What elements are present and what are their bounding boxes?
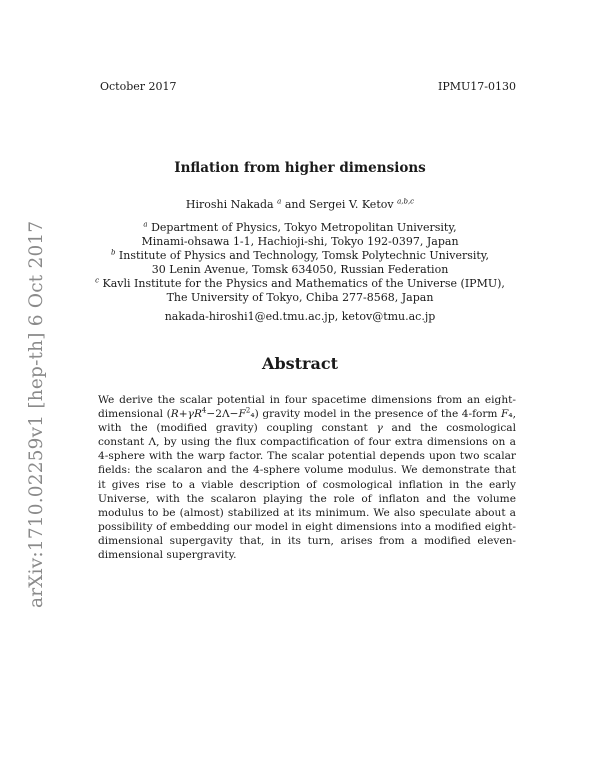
affiliation-line: The University of Tokyo, Chiba 277-8568, Japan [166, 291, 434, 304]
affiliation-line: 30 Lenin Avenue, Tomsk 634050, Russian Federation [151, 263, 449, 276]
affiliation-line: Minami-ohsawa 1-1, Hachioji-shi, Tokyo 192-0397, Japan [141, 235, 459, 248]
abstract-text: We derive the scalar potential in four spacetime dimensions from an eight-dimensional $(R+\gamma R^4-2\Lambda-F^2_4)$ gravity model in the presence of the 4-form F₄, with the (modified gravity) coupling constant γ and the cosmological constant Λ, by using the flux compactification of four extra dimensions on a 4-sphere with the warp factor. The scalar potential depends upon two scalar fields: the scalaron and the 4-sphere volume modulus. We demonstrate that it gives rise to a viable description of cosmological inflation in the early Universe, with the scalaron playing the role of inflaton and the volume modulus to be (almost) stabilized at its minimum. We also speculate about a possibility of embedding our model in eight dimensions into a modified eight-dimensional supergavity that, in its turn, arises from a modified eleven-dimensional supergravity. [98, 394, 517, 562]
lagrangian-formula: $(R+\gamma R^4-2\Lambda-F^2_4)$ [166, 406, 259, 421]
author-mark: a,b,c [397, 197, 415, 206]
author-joiner: and [284, 198, 306, 211]
affiliation-line: $^b$ Institute of Physics and Technology, Tomsk Polytechnic University, [110, 248, 490, 262]
author-emails[interactable]: nakada-hiroshi1@ed.tmu.ac.jp, ketov@tmu.ac.jp [164, 310, 436, 323]
arxiv-stamp[interactable]: arXiv:1710.02259v1 [hep-th] 6 Oct 2017 [26, 220, 47, 608]
affiliation-mark: c [95, 276, 99, 285]
author-name: Hiroshi Nakada [185, 198, 274, 211]
affiliation-mark: b [110, 248, 116, 257]
author-line [0, 198, 600, 211]
abstract-heading: Abstract [262, 354, 338, 373]
affiliation-line: $^a$ Department of Physics, Tokyo Metropolitan University, [143, 220, 457, 234]
paper-title: Inflation from higher dimensions [174, 160, 426, 176]
author-name: Sergei V. Ketov [309, 198, 394, 211]
affiliation-mark: a [143, 220, 148, 229]
gamma-symbol: γ [376, 422, 383, 435]
four-form-symbol: F₄ [501, 408, 513, 421]
report-number: IPMU17-0130 [438, 80, 516, 93]
header-date: October 2017 [100, 80, 177, 93]
author-mark: a [277, 197, 282, 206]
affiliation-line: $^c$ Kavli Institute for the Physics and Mathematics of the Universe (IPMU), [95, 276, 505, 290]
affiliations [0, 221, 600, 305]
